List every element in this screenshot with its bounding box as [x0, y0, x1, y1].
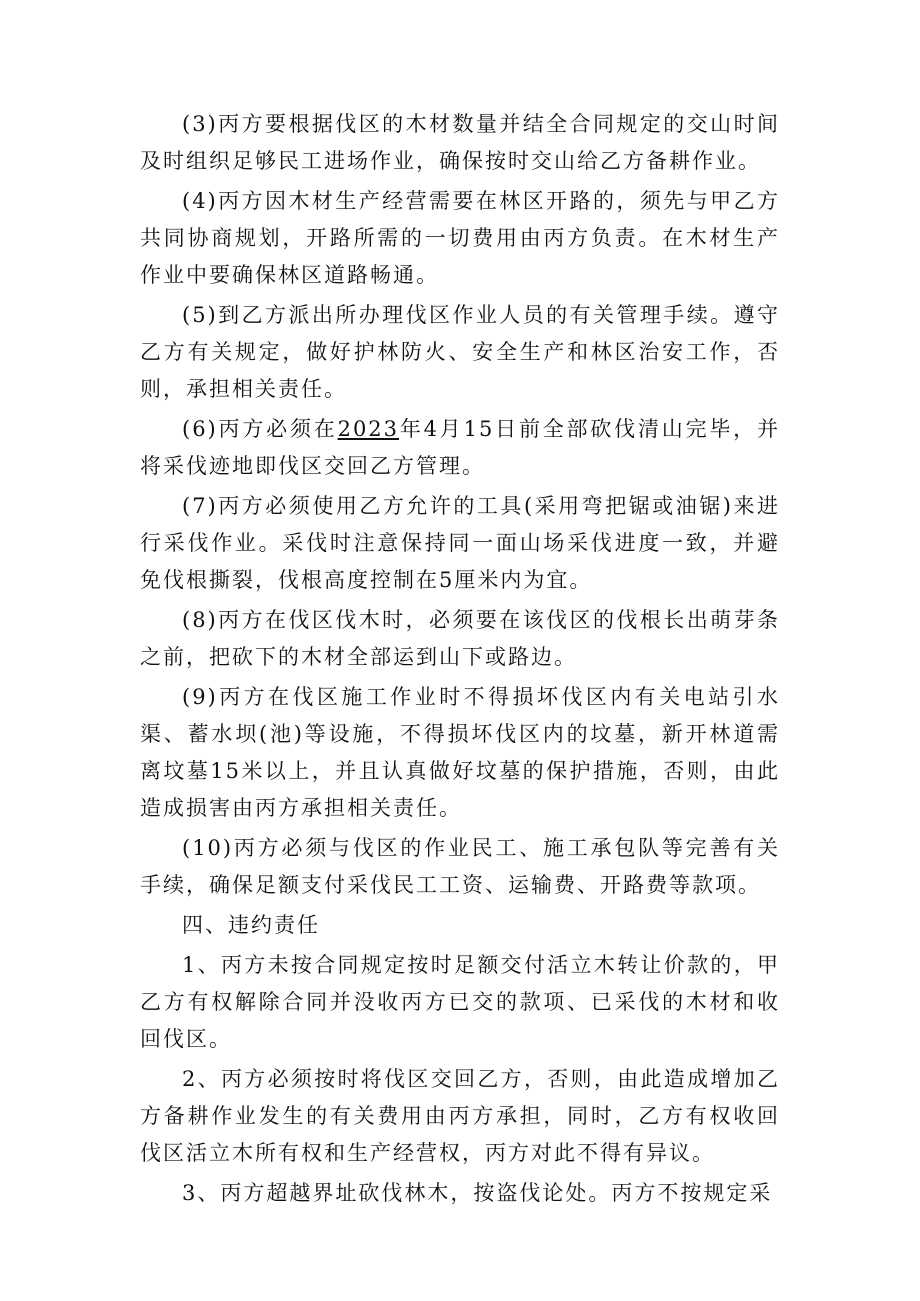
- clause-7: (7)丙方必须使用乙方允许的工具(采用弯把锯或油锯)来进行采伐作业。采伐时注意保持同一面山场采伐进度一致，并避免伐根撕裂，伐根高度控制在5厘米内为宜。: [140, 494, 780, 592]
- breach-clause-2: 2、丙方必须按时将伐区交回乙方，否则，由此造成增加乙方备耕作业发生的有关费用由丙方承担，同时，乙方有权收回伐区活立木所有权和生产经营权，丙方对此不得有异议。: [140, 1067, 780, 1165]
- breach-clause-3: 3、丙方超越界址砍伐林木，按盗伐论处。丙方不按规定采: [182, 1181, 773, 1205]
- clause-5: (5)到乙方派出所办理伐区作业人员的有关管理手续。遵守乙方有关规定，做好护林防火、安全生产和林区治安工作，否则，承担相关责任。: [140, 303, 780, 401]
- clause-4: (4)丙方因木材生产经营需要在林区开路的，须先与甲乙方共同协商规划，开路所需的一切费用由丙方负责。在木材生产作业中要确保林区道路畅通。: [140, 189, 780, 287]
- clause-6-after: 年4月15日前全部砍伐清山完毕，并将采伐迹地即伐区交回乙方管理。: [140, 417, 780, 478]
- section-heading-4: 四、违约责任: [182, 913, 320, 937]
- clause-6-year: 2023: [337, 417, 400, 441]
- clause-8: (8)丙方在伐区伐木时，必须要在该伐区的伐根长出萌芽条之前，把砍下的木材全部运到山下或路边。: [140, 608, 780, 669]
- clause-6: [140, 411, 780, 485]
- clause-10: (10)丙方必须与伐区的作业民工、施工承包队等完善有关手续，确保足额支付采伐民工工资、运输费、开路费等款项。: [140, 836, 780, 897]
- clause-6-before: (6)丙方必须在: [182, 417, 338, 441]
- breach-clause-1: 1、丙方未按合同规定按时足额交付活立木转让价款的，甲乙方有权解除合同并没收丙方已交的款项、已采伐的木材和收回伐区。: [140, 953, 780, 1051]
- clause-9: (9)丙方在伐区施工作业时不得损坏伐区内有关电站引水渠、蓄水坝(池)等设施，不得损坏伐区内的坟墓，新开林道需离坟墓15米以上，并且认真做好坟墓的保护措施，否则，由此造成损害由丙方承担相关责任。: [140, 685, 780, 820]
- clause-3: (3)丙方要根据伐区的木材数量并结全合同规定的交山时间及时组织足够民工进场作业，确保按时交山给乙方备耕作业。: [140, 112, 780, 173]
